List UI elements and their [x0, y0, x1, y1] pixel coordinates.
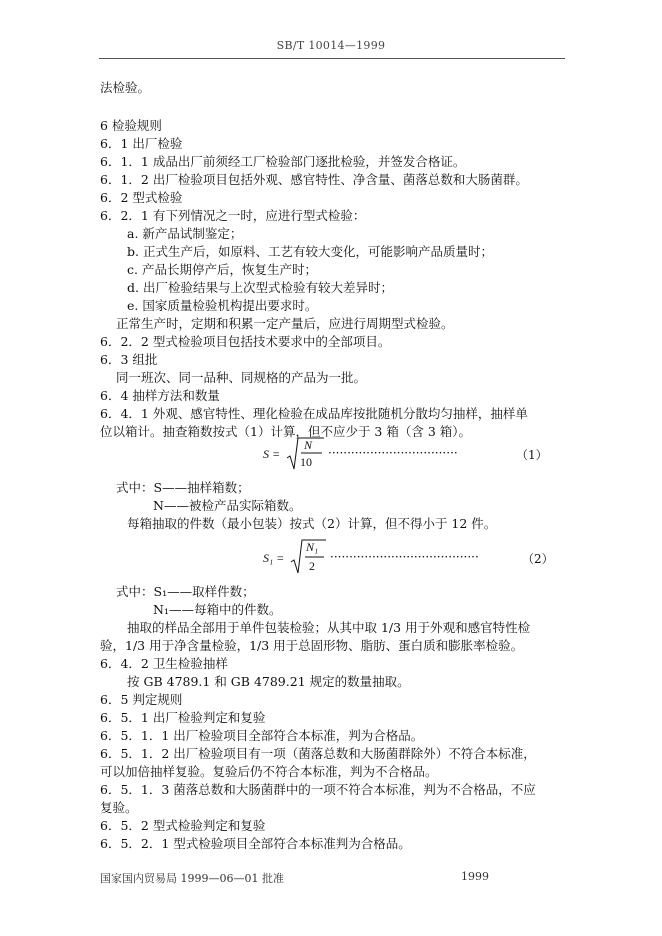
variable-definition: 式中：S——抽样箱数； [116, 480, 250, 495]
variable-definition: N——被检产品实际箱数。 [153, 498, 302, 513]
text-line: 验，1/3 用于净含量检验，1/3 用于总固形物、脂肪、蛋白质和膨胀率检验。 [100, 638, 524, 653]
text-line: 6．1．2 出厂检验项目包括外观、感官特性、净含量、菌落总数和大肠菌群。 [100, 172, 528, 187]
text-line: 法检验。 [100, 80, 151, 95]
section-heading: 6．4．2 卫生检验抽样 [100, 656, 228, 671]
formula-lhs: S₁ = [263, 551, 285, 565]
text-line: 6．5．1．2 出厂检验项目有一项（菌落总数和大肠菌群除外）不符合本标准， [100, 746, 536, 761]
section-heading: 6．3 组批 [100, 352, 158, 367]
formula-number: （1） [516, 448, 548, 462]
variable-definition: 式中：S₁——取样件数； [116, 584, 255, 599]
list-item: e. 国家质量检验机构提出要求时。 [127, 298, 318, 313]
list-item: d. 出厂检验结果与上次型式检验有较大差异时； [127, 280, 393, 295]
text-line: 正常生产时，定期和积累一定产量后，应进行周期型式检验。 [116, 316, 454, 331]
list-item: a. 新产品试制鉴定； [127, 226, 243, 241]
text-line: 同一班次、同一品种、同规格的产品为一批。 [116, 370, 367, 385]
list-item: b. 正式生产后，如原料、工艺有较大变化，可能影响产品质量时； [127, 244, 493, 259]
text-line: 位以箱计。抽查箱数按式（1）计算，但不应少于 3 箱（含 3 箱）。 [100, 424, 472, 439]
formula-number: （2） [522, 552, 554, 566]
text-line: 按 GB 4789.1 和 GB 4789.21 规定的数量抽取。 [127, 674, 410, 689]
formula-denominator: 2 [309, 559, 315, 573]
text-line: 6．4．1 外观、感官特性、理化检验在成品库按批随机分散均匀抽样，抽样单 [100, 406, 528, 421]
section-heading: 6．1 出厂检验 [100, 136, 183, 151]
section-heading: 6．2 型式检验 [100, 190, 183, 205]
text-line: 每箱抽取的件数（最小包装）按式（2）计算，但不得小于 12 件。 [127, 516, 497, 531]
text-line: 6．5．1．3 菌落总数和大肠菌群中的一项不符合本标准，判为不合格品，不应 [100, 782, 536, 797]
text-line: 抽取的样品全部用于单件包装检验；从其中取 1/3 用于外观和感官特性检 [127, 620, 531, 635]
formula-lhs: S = [263, 447, 281, 461]
text-line: 6．5．2．1 型式检验项目全部符合本标准判为合格品。 [100, 836, 411, 851]
standard-code-header: SB/T 10014—1999 [276, 39, 386, 52]
formula-leader-dots: ······································· [330, 550, 479, 564]
approval-footer: 国家国内贸易局 1999—06—01 批准 [100, 872, 284, 885]
text-line: 复验。 [100, 800, 138, 815]
section-heading: 6．5．2 型式检验判定和复验 [100, 818, 266, 833]
header-rule [99, 58, 565, 59]
text-line: 6．1．1 成品出厂前须经工厂检验部门逐批检验，并签发合格证。 [100, 154, 466, 169]
text-line: 6．2．1 有下列情况之一时，应进行型式检验： [100, 208, 366, 223]
list-item: c. 产品长期停产后，恢复生产时； [127, 262, 317, 277]
formula-leader-dots: ·································· [328, 446, 458, 460]
text-line: 6．2．2 型式检验项目包括技术要求中的全部项目。 [100, 334, 391, 349]
formula-denominator: 10 [300, 455, 312, 469]
section-heading: 6．5．1 出厂检验判定和复验 [100, 710, 266, 725]
variable-definition: N₁——每箱中的件数。 [153, 602, 282, 617]
footer-year: 1999 [461, 870, 489, 883]
section-heading: 6．4 抽样方法和数量 [100, 388, 220, 403]
text-line: 可以加倍抽样复验。复验后仍不符合本标准，判为不合格品。 [100, 764, 438, 779]
section-heading: 6 检验规则 [100, 118, 162, 133]
text-line: 6．5．1．1 出厂检验项目全部符合本标准，判为合格品。 [100, 728, 424, 743]
section-heading: 6．5 判定规则 [100, 692, 183, 707]
formula-numerator: N₁ [306, 540, 319, 554]
formula-numerator: N [304, 438, 313, 452]
